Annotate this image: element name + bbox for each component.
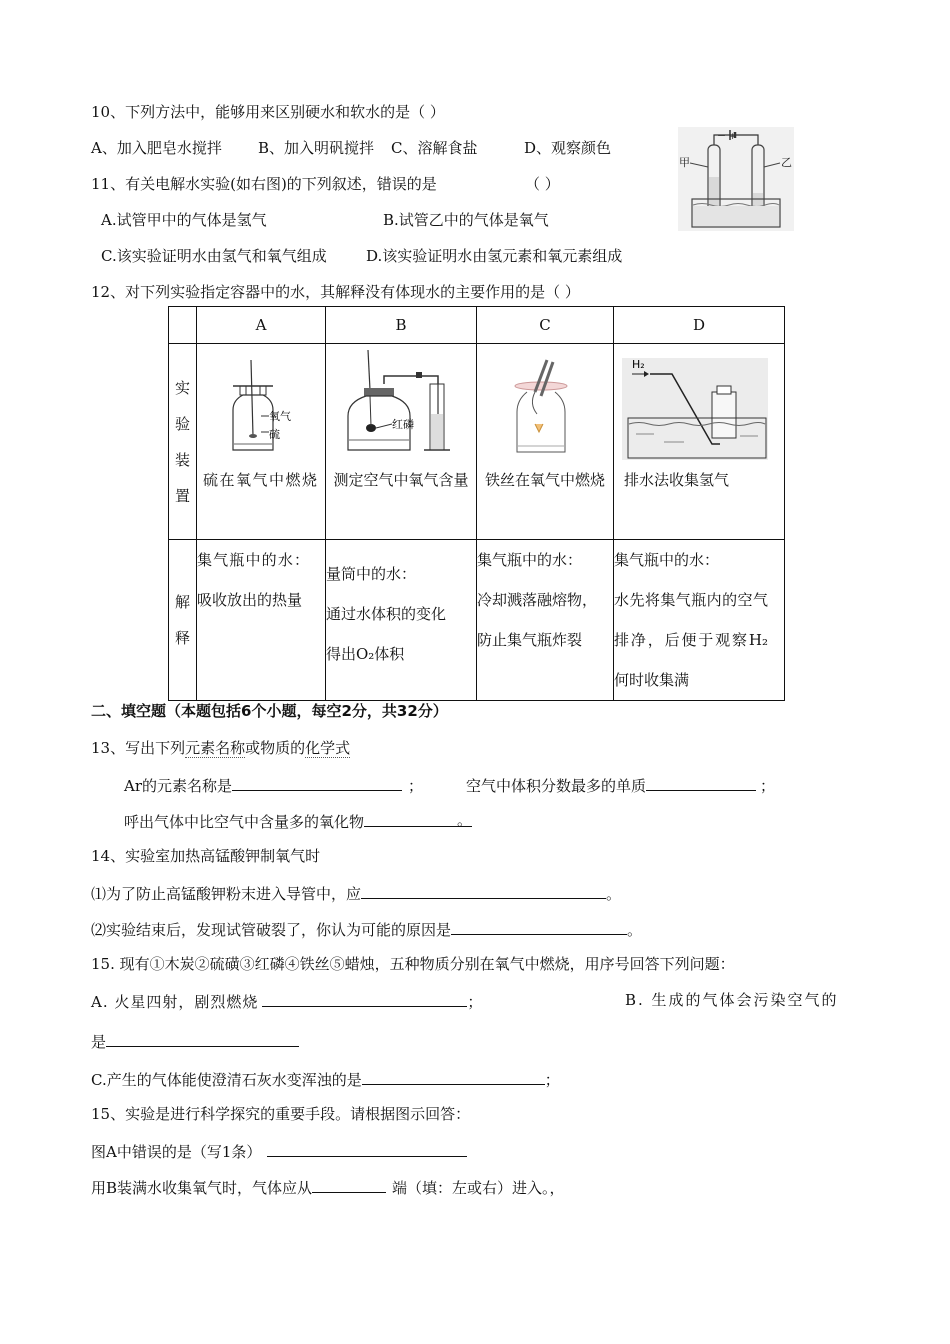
- red-phosphorus-label: 红磷: [392, 418, 414, 431]
- explanation-c-body: 冷却溅落融熔物，防止集气瓶炸裂: [477, 591, 598, 649]
- q14-part1: ⑴为了防止高锰酸钾粉末进入导管中，应 。: [91, 882, 621, 904]
- q11-option-c: C.该实验证明水由氢气和氧气组成: [101, 247, 327, 265]
- q11-option-b: B.试管乙中的气体是氧气: [383, 211, 549, 229]
- hydrogen-collection-apparatus: [614, 344, 784, 460]
- q13-blank-3[interactable]: 。: [364, 810, 472, 827]
- iron-wire-apparatus: [477, 344, 613, 460]
- q16-line2: 用B装满水收集氧气时，气体应从 端（填：左或右）进入。，: [91, 1176, 565, 1198]
- explanation-c-title: 集气瓶中的水：: [477, 551, 583, 569]
- caption-d: 排水法收集氢气: [624, 471, 730, 489]
- row-apparatus-label: 实验装置: [175, 378, 191, 505]
- explanation-b-body: 通过水体积的变化得出O₂体积: [326, 605, 447, 663]
- sulfur-apparatus: [197, 344, 325, 460]
- caption-b: 测定空气中氧气含量: [333, 471, 469, 489]
- q14-blank-1[interactable]: [361, 882, 606, 899]
- q15-stem: 15. 现有①木炭②硫磺③红磷④铁丝⑤蜡烛，五种物质分别在氧气中燃烧，用序号回答下列问题：: [91, 955, 735, 973]
- q16-line1: 图A中错误的是（写1条）: [91, 1140, 467, 1162]
- explanation-d-body: 水先将集气瓶内的空气排净，后便于观察H₂何时收集满: [614, 591, 768, 689]
- q11-option-d: D.该实验证明水由氢元素和氧元素组成: [366, 247, 623, 265]
- q16-blank-2[interactable]: [312, 1176, 386, 1193]
- q10-option-b: B、加入明矾搅拌: [258, 139, 375, 157]
- q10-stem: 10、下列方法中，能够用来区别硬水和软水的是（ ）: [91, 103, 445, 121]
- col-d-header: D: [614, 307, 785, 344]
- red-phosphorus-apparatus: [326, 344, 476, 460]
- h2-label: H₂: [632, 358, 645, 371]
- q15-part-a: A. 火星四射，剧烈燃烧 ；: [91, 990, 483, 1012]
- electrolysis-figure: [678, 127, 794, 231]
- minus-sign: － +: [717, 132, 737, 142]
- q16-stem: 15、实验是进行科学探究的重要手段。请根据图示回答：: [91, 1105, 471, 1123]
- q13-blank-2[interactable]: [646, 774, 756, 791]
- q14-stem: 14、实验室加热高锰酸钾制氧气时: [91, 847, 321, 865]
- tube-jia-label: 甲: [679, 156, 690, 169]
- explanation-d-title: 集气瓶中的水：: [614, 551, 720, 569]
- explanation-b-title: 量筒中的水：: [326, 565, 417, 583]
- tube-yi-label: 乙: [781, 156, 792, 169]
- q14-blank-2[interactable]: [451, 918, 627, 935]
- q15-part-b-cont: 是: [91, 1030, 299, 1052]
- oxygen-label: 氧气: [269, 410, 291, 423]
- q15-part-b: B. 生成的气体会污染空气的: [625, 991, 839, 1009]
- section-2-heading: 二、填空题（本题包括6个小题，每空2分，共32分）: [91, 702, 448, 720]
- caption-c: 铁丝在氧气中燃烧: [484, 471, 605, 489]
- underlined-element-name: 元素名称: [185, 739, 246, 757]
- q13-line2: 呼出气体中比空气中含量多的氧化物 。: [124, 811, 473, 831]
- explanation-a-title: 集气瓶中的水：: [197, 551, 309, 569]
- q15-blank-a[interactable]: [262, 990, 467, 1007]
- q13-line1a: Ar的元素名称是 ；: [124, 774, 423, 796]
- q11-stem: 11、有关电解水实验(如右图)的下列叙述，错误的是: [91, 175, 437, 193]
- q16-blank-1[interactable]: [267, 1140, 467, 1157]
- col-c-header: C: [477, 307, 614, 344]
- q12-table: [168, 306, 785, 701]
- q13-blank-1[interactable]: [232, 774, 402, 791]
- q13-stem: 13、写出下列元素名称或物质的化学式: [91, 739, 351, 757]
- q15-blank-b[interactable]: [106, 1030, 299, 1047]
- q11-option-a: A.试管甲中的气体是氢气: [101, 211, 267, 229]
- q14-part2: ⑵实验结束后，发现试管破裂了，你认为可能的原因是 。: [91, 918, 642, 940]
- explanation-a-body: 吸收放出的热量: [197, 591, 303, 609]
- q13-line1b: 空气中体积分数最多的单质 ；: [466, 774, 775, 796]
- q11-answer-paren: （ ）: [525, 175, 560, 193]
- sulfur-label: 硫: [269, 428, 280, 441]
- q10-option-c: C、溶解食盐: [391, 139, 478, 157]
- col-b-header: B: [326, 307, 477, 344]
- q12-stem: 12、对下列实验指定容器中的水，其解释没有体现水的主要作用的是（ ）: [91, 283, 580, 301]
- row-explanation-label: 解释: [175, 593, 191, 647]
- q10-option-a: A、加入肥皂水搅拌: [91, 139, 222, 157]
- q15-blank-c[interactable]: [362, 1068, 545, 1085]
- col-a-header: A: [197, 307, 326, 344]
- q10-option-d: D、观察颜色: [524, 139, 612, 157]
- underlined-chemical-formula: 化学式: [305, 739, 351, 757]
- q15-part-c: C.产生的气体能使澄清石灰水变浑浊的是 ；: [91, 1068, 560, 1090]
- caption-a: 硫在氧气中燃烧: [203, 471, 317, 489]
